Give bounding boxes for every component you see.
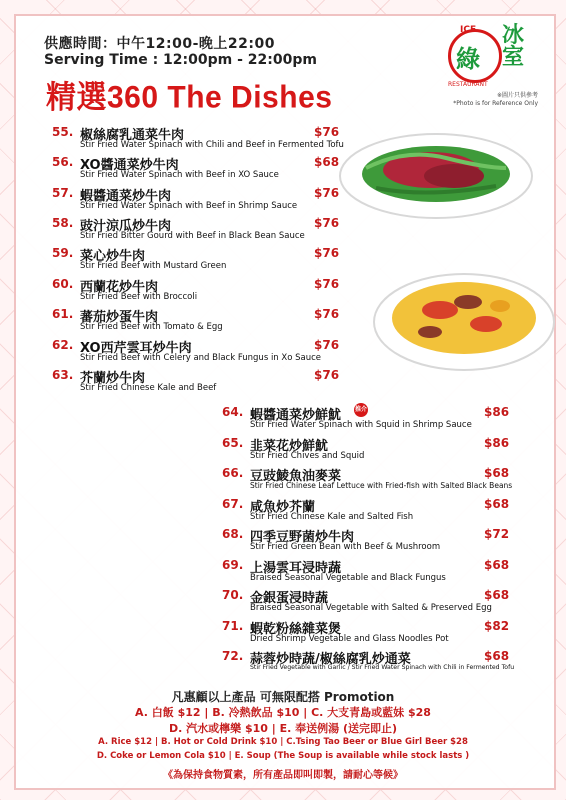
item-price: $72 [484,527,510,541]
item-number: 55. [52,125,74,139]
item-price: $76 [314,186,340,200]
item-name-zh: XO醬通菜炒牛肉 [80,158,179,173]
item-price: $76 [314,277,340,291]
item-number: 58. [52,216,74,230]
menu-item-70 [222,588,566,618]
menu-item-63 [52,368,522,398]
item-name-en: Braised Seasonal Vegetable with Salted & Preserved Egg [250,603,492,613]
serving-time-zh: 供應時間：中午12:00-晚上22:00 [44,36,275,52]
item-name-en: Stir Fried Chives and Squid [250,451,365,461]
item-name-en: Stir Fried Beef with Mustard Green [80,261,227,271]
item-price: $86 [484,405,510,419]
item-number: 62. [52,338,74,352]
item-number: 57. [52,186,74,200]
item-price: $68 [484,558,510,572]
item-number: 64. [222,405,244,419]
item-number: 67. [222,497,244,511]
item-price: $76 [314,216,340,230]
promotion-en-row-2: D. Coke or Lemon Cola $10 | E. Soup (The Soup is available while stock lasts ) [96,751,470,761]
promotion-title: 凡惠顧以上產品 可無限配搭 Promotion [171,690,395,704]
item-name-en: Stir Fried Beef with Broccoli [80,292,198,302]
photo-note-en: *Photo is for Reference Only [453,100,538,107]
item-name-en: Stir Fried Vegetable with Garlic / Stir Fried Water Spinach with Chili in Fermented Tofu [250,664,515,671]
item-name-zh: 蕃茄炒蛋牛肉 [80,310,159,325]
menu-item-62 [52,338,522,368]
menu-item-61 [52,307,522,337]
item-name-zh: 蝦乾粉絲雜菜煲 [250,622,342,637]
page-title: 精選360 The Dishes [46,80,333,115]
item-price: $76 [314,246,340,260]
logo-side-text: 冰室 [502,23,525,70]
item-name-zh: XO西芹雲耳炒牛肉 [80,341,192,356]
item-number: 71. [222,619,244,633]
serving-time-en: Serving Time : 12:00pm - 22:00pm [44,52,317,68]
menu-item-71 [222,619,566,649]
menu-item-68 [222,527,566,557]
logo-ring-text: RESTAURANT [448,81,488,88]
menu-item-65 [222,436,566,466]
item-price: $76 [314,307,340,321]
item-name-zh: 豉汁涼瓜炒牛肉 [80,219,172,234]
item-name-en: Stir Fried Bitter Gourd with Beef in Black Bean Sauce [80,231,305,241]
item-number: 69. [222,558,244,572]
item-name-en: Dried Shrimp Vegetable and Glass Noodles Pot [250,634,449,644]
item-name-zh: 韭菜花炒鮮魷 [250,439,329,454]
item-price: $68 [314,155,340,169]
item-name-zh: 上湯雲耳浸時蔬 [250,561,342,576]
item-price: $76 [314,338,340,352]
photo-note-zh: ※圖片只供參考 [496,92,538,99]
item-name-en: Stir Fried Water Spinach with Squid in Shrimp Sauce [250,420,472,430]
item-number: 70. [222,588,244,602]
promotion-en-row-1: A. Rice $12 | B. Hot or Cold Drink $10 | C.Tsing Tao Beer or Blue Girl Beer $28 [98,737,468,747]
item-number: 59. [52,246,74,260]
menu-item-69 [222,558,566,588]
item-price: $68 [484,497,510,511]
restaurant-logo [442,25,540,101]
item-name-en: Stir Fried Water Spinach with Beef in XO Sauce [80,170,279,180]
item-price: $86 [484,436,510,450]
logo-ice-text: ICE [460,25,477,35]
menu-item-56 [52,155,522,185]
item-name-zh: 豆豉鯪魚油麥菜 [250,469,342,484]
menu-item-64 [222,405,566,435]
item-name-zh: 芥蘭炒牛肉 [80,371,146,386]
item-price: $76 [314,368,340,382]
item-name-en: Braised Seasonal Vegetable and Black Fungus [250,573,446,583]
item-number: 61. [52,307,74,321]
item-price: $68 [484,649,510,663]
item-price: $76 [314,125,340,139]
menu-item-72 [222,649,566,679]
item-number: 56. [52,155,74,169]
item-name-en: Stir Fried Beef with Tomato & Egg [80,322,223,332]
item-name-zh: 蝦醬通菜炒鮮魷 [250,408,342,423]
item-price: $68 [484,588,510,602]
item-name-en: Stir Fried Water Spinach with Chili and Beef in Fermented Tofu [80,140,344,150]
item-price: $82 [484,619,510,633]
item-number: 66. [222,466,244,480]
promotion-zh-row-1: A. 白飯 $12 | B. 冷熱飲品 $10 | C. 大支青島或藍妹 $28 [135,706,431,719]
item-price: $68 [484,466,510,480]
menu-item-66 [222,466,566,496]
item-name-en: Stir Fried Chinese Leaf Lettuce with Fried-fish with Salted Black Beans [250,481,513,490]
item-name-en: Stir Fried Chinese Kale and Salted Fish [250,512,414,522]
menu-item-58 [52,216,522,246]
item-name-zh: 菜心炒牛肉 [80,249,146,264]
logo-mark: 綠 [456,45,480,73]
photo-note [420,92,538,108]
item-name-zh: 椒絲腐乳通菜牛肉 [80,128,185,143]
item-name-zh: 蒜蓉炒時蔬/椒絲腐乳炒通菜 [250,652,411,667]
item-name-zh: 金銀蛋浸時蔬 [250,591,329,606]
item-name-en: Stir Fried Water Spinach with Beef in Shrimp Sauce [80,201,298,211]
item-name-zh: 四季豆野菌炒牛肉 [250,530,355,545]
item-name-en: Stir Fried Beef with Celery and Black Fungus in Xo Sauce [80,353,322,363]
preparation-note: 《為保持食物質素，所有產品即叫即製，請耐心等候》 [163,770,403,781]
menu-item-67 [222,497,566,527]
item-name-zh: 西蘭花炒牛肉 [80,280,159,295]
item-name-zh: 咸魚炒芥蘭 [250,500,316,515]
item-number: 68. [222,527,244,541]
item-number: 60. [52,277,74,291]
promotion-zh-row-2: D. 汽水或檸樂 $10 | E. 奉送例湯 (送完即止) [168,722,397,735]
item-number: 65. [222,436,244,450]
menu-item-59 [52,246,522,276]
item-name-en: Stir Fried Green Bean with Beef & Mushroom [250,542,441,552]
item-number: 63. [52,368,74,382]
menu-item-57 [52,186,522,216]
item-number: 72. [222,649,244,663]
item-name-zh: 蝦醬通菜炒牛肉 [80,189,172,204]
item-name-en: Stir Fried Chinese Kale and Beef [80,383,217,393]
menu-item-55 [52,125,522,155]
menu-item-60 [52,277,522,307]
recommended-badge: 推介 [354,403,368,417]
